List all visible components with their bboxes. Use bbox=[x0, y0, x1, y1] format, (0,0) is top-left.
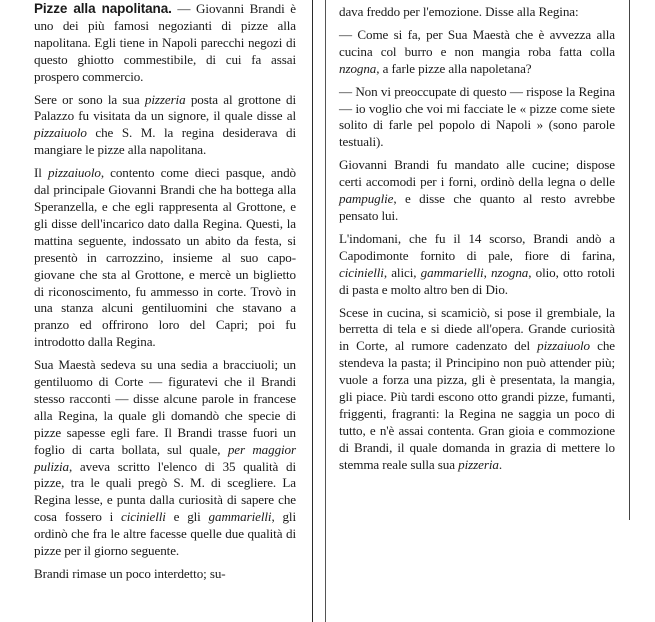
italic-word: pizzaiuolo bbox=[47, 165, 101, 181]
article-title: Pizze alla napolitana. bbox=[34, 1, 172, 16]
left-column bbox=[34, 1, 296, 589]
italic-word: gammarielli bbox=[208, 509, 272, 525]
paragraph-text: posta al grottone di Palazzo fu visitata da un signore, il quale disse al bbox=[34, 91, 296, 124]
paragraph-text: Scese in cucina, si scamiciò, si pose il grembiale, la berretta di tela e si diede all'opera. Grande curiosità in Corte, al rumore cadenzato del bbox=[339, 304, 615, 354]
paragraph-5 bbox=[34, 566, 296, 583]
paragraph-text: Sere or sono la sua bbox=[34, 91, 145, 107]
italic-word: pizzaiuolo bbox=[537, 338, 590, 354]
italic-word: pizzeria bbox=[144, 91, 186, 107]
paragraph-text: che S. M. la regina desiderava di mangiare le pizze alla napolitana. bbox=[34, 125, 296, 158]
paragraph-text: Brandi rimase un poco interdetto; su- bbox=[34, 566, 226, 581]
italic-word: pampuglie bbox=[339, 191, 394, 207]
paragraph-text: . bbox=[498, 456, 502, 472]
paragraph-text: dava freddo per l'emozione. Disse alla Regina: bbox=[339, 4, 579, 19]
italic-word: cicinielli bbox=[339, 264, 384, 280]
paragraph-text: — Come si fa, per Sua Maestà che è avvezza alla cucina col burro e non mangia roba fatta colla bbox=[339, 26, 615, 59]
paragraph-text: , aveva scritto l'elenco di 35 qualità di pizze, tra le quali pregò S. M. di scegliere. La Regina lesse, e punta dalla curiosità di sapere che cosa fossero i bbox=[34, 458, 296, 525]
column-divider bbox=[312, 0, 313, 622]
paragraph-text: , olio, otto rotoli di pasta e molto altro ben di Dio. bbox=[339, 264, 616, 297]
column-divider-inner bbox=[325, 0, 326, 622]
italic-word: nzogna bbox=[339, 60, 377, 76]
paragraph-6 bbox=[339, 4, 615, 21]
italic-word: per maggior pulizia bbox=[34, 441, 296, 474]
italic-word: cicinielli bbox=[121, 509, 166, 525]
italic-word: nzogna bbox=[491, 264, 529, 280]
paragraph-text: Sua Maestà sedeva su una sedia a bracciuoli; un gentiluomo di Corte — figuratevi che il Brandi stesso racconti — disse alcune parole in francese alla Regina, la quale gli domandò che specie di pizze sapesse egli fare. Il Brandi trasse fuori un foglio di carta bollata, sul quale, bbox=[34, 357, 296, 457]
paragraph-3 bbox=[34, 165, 296, 351]
paragraph-11 bbox=[339, 305, 615, 474]
italic-word: gammarielli bbox=[420, 264, 484, 280]
paragraph-1 bbox=[34, 1, 296, 86]
paragraph-text: , gli ordinò che fra le altre facesse quelle due qualità di pizze per il giorno seguente. bbox=[34, 509, 296, 559]
paragraph-8 bbox=[339, 84, 615, 152]
italic-word: pizzaiuolo bbox=[34, 125, 87, 141]
paragraph-text: che stendeva la pasta; il Principino non può attender più; vuole a forza una pizza, gli è presentata, la mangia, gli piace. Più tardi escono otto grandi pizze, fumanti, friggenti, fragranti: la Regina ne saggia un poco di tutto, e n'è assai contenta. Gran gioia e commozione di Brandi, il quale domanda in grazia di mettere lo stemma reale sulla sua bbox=[339, 338, 616, 472]
paragraph-4 bbox=[34, 357, 296, 560]
paragraph-9 bbox=[339, 157, 615, 225]
paragraph-text: L'indomani, che fu il 14 scorso, Brandi andò a Capodimonte fornito di pale, fiore di farina, bbox=[339, 230, 615, 263]
paragraph-text: , alici, bbox=[383, 264, 421, 280]
italic-word: pizzeria bbox=[458, 456, 499, 472]
paragraph-text: e gli bbox=[165, 509, 209, 525]
paragraph-text: , a farle pizze alla napoletana? bbox=[376, 60, 532, 76]
paragraph-text: , contento come dieci pasque, andò dal principale Giovanni Brandi che ha bottega alla Speranzella, e che egli rappresenta al Grottone, e gli disse dell'incarico dato dalla Regina. Questi, la mattina seguente, indossato un abito da festa, si presentò in carrozzino, insieme al suo capo-giovane che sta al Grottone, e mercè un biglietto di riconoscimento, fu ammesso in corte. Trovò in una stanza alcuni gentiluomini che stavano a pranzo ed offrirono loro del Capri; poi fu introdotto dalla Regina. bbox=[34, 165, 296, 350]
right-edge-rule bbox=[629, 0, 630, 520]
paragraph-text: — Giovanni Brandi è uno dei più famosi negozianti di pizze alla napolitana. Egli tiene in Napoli parecchi negozi di questo ghiotto commestibile, di cui fa assai prospero commercio. bbox=[34, 1, 297, 84]
paragraph-7 bbox=[339, 27, 615, 78]
paragraph-text: — Non vi preoccupate di questo — rispose la Regina — io voglio che voi mi facciate le « pizze come siete solito di farle pel popolo di Napoli » (sono parole testuali). bbox=[339, 83, 615, 150]
right-column bbox=[339, 4, 615, 480]
paragraph-text: , e disse che quanto al resto avrebbe pensato lui. bbox=[339, 191, 615, 223]
paragraph-text: Giovanni Brandi fu mandato alle cucine; dispose certi accomodi per i forni, ordinò della legna o delle bbox=[339, 157, 615, 190]
paragraph-2 bbox=[34, 92, 296, 160]
paragraph-text: , bbox=[483, 264, 492, 280]
paragraph-10 bbox=[339, 231, 615, 299]
paragraph-text: Il bbox=[34, 165, 48, 181]
